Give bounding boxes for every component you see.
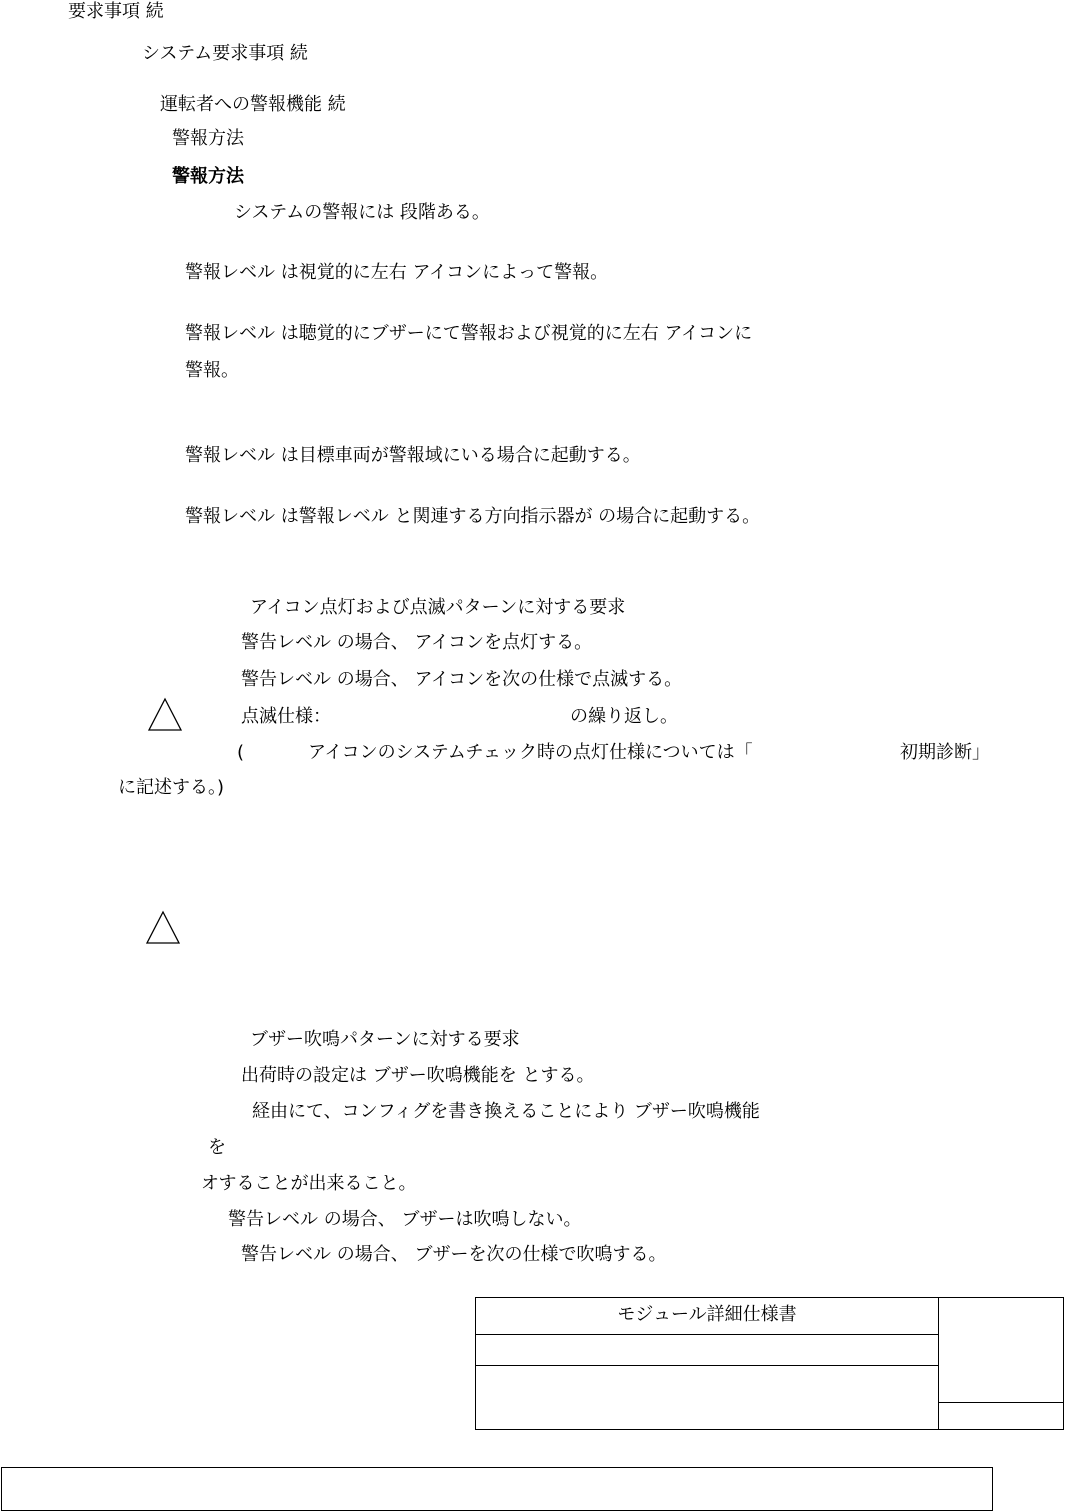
buzzer-requirement-line-4: オすることが出来ること。 (201, 1173, 417, 1194)
heading-level-1: 要求事項 続 (68, 1, 164, 22)
heading-level-2: システム要求事項 続 (142, 43, 308, 64)
note-initial-diagnosis: 初期診断」 (900, 742, 990, 763)
icon-requirement-line-1: 警告レベル の場合、 アイコンを点灯する。 (241, 632, 593, 653)
note-open-paren: ( (237, 742, 245, 763)
paragraph-level-1-trigger: 警報レベル は目標車両が警報域にいる場合に起動する。 (185, 445, 641, 466)
icon-requirement-title: アイコン点灯および点滅パターンに対する要求 (250, 597, 626, 618)
revision-triangle-icon (145, 910, 181, 946)
paragraph-level-2-trigger: 警報レベル は警報レベル と関連する方向指示器が の場合に起動する。 (185, 506, 761, 527)
paragraph-warning-level-2: 警報レベル は聴覚的にブザーにて警報および視覚的に左右 アイコンに (185, 323, 753, 344)
buzzer-requirement-line-6: 警告レベル の場合、 ブザーを次の仕様で吹鳴する。 (241, 1244, 667, 1265)
buzzer-requirement-line-2: 経由にて、コンフィグを書き換えることにより ブザー吹鳴機能 (252, 1101, 760, 1122)
title-block-row-line (475, 1365, 939, 1366)
paragraph-warning-level-2-cont: 警報。 (185, 360, 239, 381)
blink-spec-label: 点滅仕様： (241, 706, 331, 727)
revision-triangle-icon (147, 697, 183, 733)
footer-box (1, 1467, 993, 1511)
heading-level-5: 警報方法 (172, 166, 244, 187)
heading-level-3: 運転者への警報機能 続 (160, 94, 346, 115)
heading-level-4: 警報方法 (172, 128, 244, 149)
title-block-row-line (475, 1334, 939, 1335)
buzzer-requirement-line-3: を (208, 1137, 226, 1158)
note-described-in: に記述する。) (118, 777, 225, 798)
note-system-check: アイコンのシステムチェック時の点灯仕様については「 (308, 742, 753, 763)
buzzer-requirement-line-5: 警告レベル の場合、 ブザーは吹鳴しない。 (228, 1209, 582, 1230)
blink-spec-repeat: の繰り返し。 (570, 706, 678, 727)
document-title: モジュール詳細仕様書 (617, 1304, 797, 1325)
icon-requirement-line-2: 警告レベル の場合、 アイコンを次の仕様で点滅する。 (241, 669, 683, 690)
title-block-row-line (938, 1402, 1063, 1403)
paragraph-warning-stages: システムの警報には 段階ある。 (234, 202, 490, 223)
buzzer-requirement-line-1: 出荷時の設定は ブザー吹鳴機能を とする。 (241, 1065, 595, 1086)
buzzer-requirement-title: ブザー吹鳴パターンに対する要求 (250, 1029, 520, 1050)
paragraph-warning-level-1: 警報レベル は視覚的に左右 アイコンによって警報。 (185, 262, 609, 283)
